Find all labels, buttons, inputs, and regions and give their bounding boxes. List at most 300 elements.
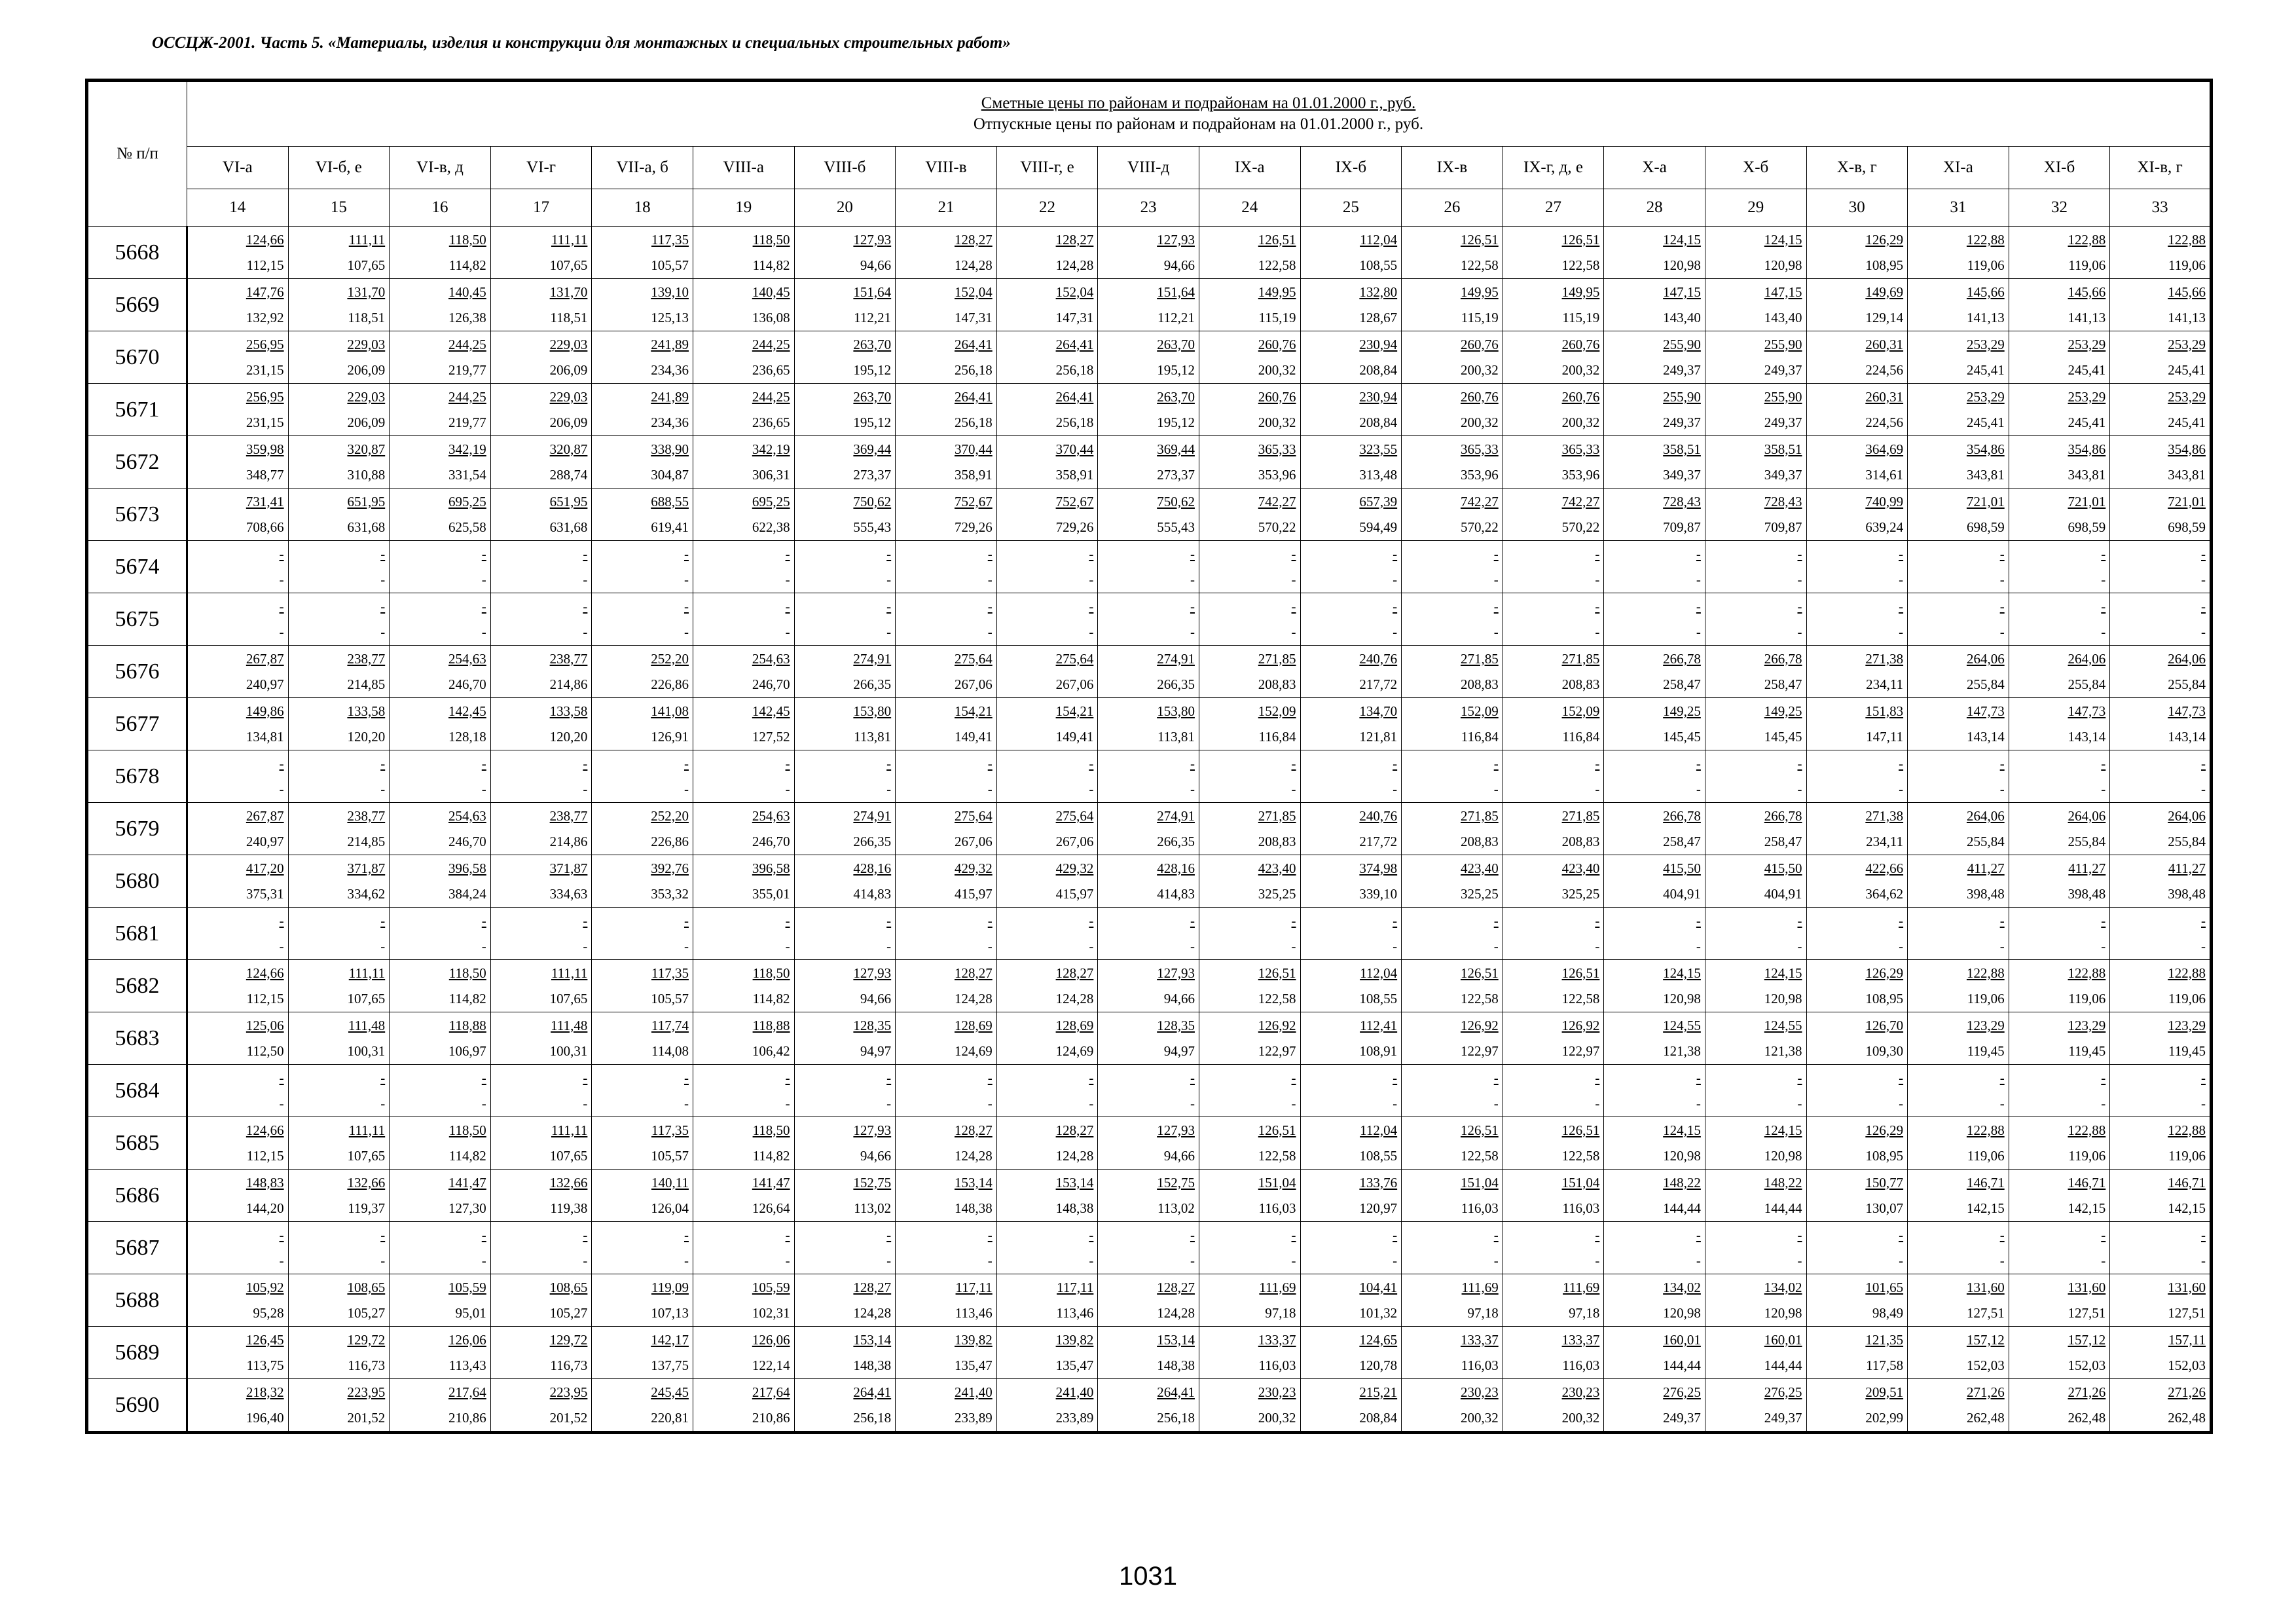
release-price: - <box>279 1095 284 1111</box>
estimated-price: 122,88 <box>2068 231 2106 248</box>
price-cell <box>1402 384 1503 436</box>
price-cell <box>896 1012 997 1065</box>
estimated-price: 240,76 <box>1359 807 1398 824</box>
table-row <box>87 1327 2212 1379</box>
price-cell <box>1604 1327 1705 1379</box>
column-number: 16 <box>390 189 491 227</box>
release-price: 240,97 <box>246 833 284 849</box>
price-cell <box>1604 908 1705 960</box>
release-price: 210,86 <box>752 1409 790 1426</box>
release-price: 113,75 <box>246 1357 284 1373</box>
price-cell <box>896 227 997 279</box>
price-cell <box>592 489 693 541</box>
estimated-price: 253,29 <box>1966 336 2005 352</box>
estimated-price: - <box>2201 598 2206 614</box>
estimated-price: 153,14 <box>955 1174 993 1190</box>
price-cell <box>490 1327 592 1379</box>
price-cell <box>794 1012 896 1065</box>
estimated-price: - <box>481 1069 486 1086</box>
estimated-price: - <box>380 598 386 614</box>
release-price: 127,52 <box>752 728 790 745</box>
estimated-price: 396,58 <box>448 860 486 876</box>
row-number: 5684 <box>87 1065 187 1117</box>
estimated-price: 146,71 <box>2068 1174 2106 1190</box>
release-price: 109,30 <box>1865 1043 1904 1059</box>
release-price: 245,41 <box>2068 361 2106 378</box>
release-price: 108,95 <box>1865 990 1904 1006</box>
release-price: - <box>2201 571 2206 587</box>
price-cell <box>288 489 390 541</box>
price-cell <box>693 1274 794 1327</box>
estimated-price: - <box>785 545 790 562</box>
release-price: 119,45 <box>2068 1043 2106 1059</box>
release-price: 135,47 <box>1055 1357 1094 1373</box>
release-price: 214,85 <box>347 676 386 692</box>
release-price: 404,91 <box>1764 885 1802 902</box>
price-cell <box>1705 1012 1806 1065</box>
estimated-price: 128,35 <box>853 1017 892 1033</box>
price-cell <box>2110 331 2212 384</box>
release-price: 594,49 <box>1359 519 1398 535</box>
release-price: 219,77 <box>448 361 486 378</box>
price-cell <box>288 1222 390 1274</box>
release-price: 631,68 <box>549 519 588 535</box>
estimated-price: - <box>2201 912 2206 929</box>
price-cell <box>288 855 390 908</box>
price-cell <box>1503 1170 1604 1222</box>
price-cell <box>187 750 289 803</box>
price-cell <box>2110 646 2212 698</box>
price-cell <box>794 227 896 279</box>
price-cell <box>1402 750 1503 803</box>
price-cell <box>1402 541 1503 593</box>
release-price: 119,06 <box>2168 990 2206 1006</box>
release-price: 132,92 <box>246 309 284 325</box>
estimated-price: 728,43 <box>1663 493 1701 509</box>
release-price: - <box>2101 571 2106 587</box>
release-price: - <box>2101 781 2106 797</box>
region-header: VIII-а <box>693 147 794 189</box>
release-price: 224,56 <box>1865 414 1904 430</box>
release-price: 202,99 <box>1865 1409 1904 1426</box>
release-price: 200,32 <box>1460 1409 1499 1426</box>
release-price: - <box>1291 1252 1296 1268</box>
column-number: 17 <box>490 189 592 227</box>
price-cell <box>390 279 491 331</box>
estimated-price: 112,41 <box>1360 1017 1398 1033</box>
estimated-price: 358,51 <box>1663 441 1701 457</box>
row-number: 5678 <box>87 750 187 803</box>
price-cell <box>1402 960 1503 1012</box>
release-price: 119,06 <box>2168 257 2206 273</box>
price-cell <box>490 279 592 331</box>
caption-release-prices: Отпускные цены по районам и подрайонам на 01.01.2000 г., руб. <box>973 115 1424 133</box>
price-cell <box>693 384 794 436</box>
release-price: 234,36 <box>651 414 689 430</box>
estimated-price: 264,41 <box>1055 388 1094 405</box>
price-cell <box>1300 279 1402 331</box>
release-price: 114,08 <box>651 1043 689 1059</box>
release-price: - <box>1595 623 1600 640</box>
estimated-price: - <box>886 1227 892 1243</box>
release-price: 124,28 <box>955 990 993 1006</box>
estimated-price: 151,04 <box>1561 1174 1600 1190</box>
release-price: - <box>785 1095 790 1111</box>
release-price: 148,38 <box>955 1200 993 1216</box>
price-cell <box>2009 279 2110 331</box>
estimated-price: 342,19 <box>448 441 486 457</box>
release-price: 120,98 <box>1764 257 1802 273</box>
estimated-price: 230,94 <box>1359 388 1398 405</box>
estimated-price: 354,86 <box>2068 441 2106 457</box>
release-price: - <box>1797 623 1802 640</box>
release-price: 258,47 <box>1764 676 1802 692</box>
price-cell <box>187 1222 289 1274</box>
release-price: 102,31 <box>752 1304 790 1321</box>
estimated-price: 128,69 <box>955 1017 993 1033</box>
release-price: 119,06 <box>2068 990 2106 1006</box>
price-cell <box>896 803 997 855</box>
release-price: 124,28 <box>853 1304 892 1321</box>
row-number: 5679 <box>87 803 187 855</box>
release-price: 398,48 <box>2068 885 2106 902</box>
estimated-price: 152,04 <box>1055 284 1094 300</box>
release-price: 143,14 <box>1966 728 2005 745</box>
region-header: IX-а <box>1199 147 1300 189</box>
price-cell <box>2110 1222 2212 1274</box>
release-price: 100,31 <box>549 1043 588 1059</box>
release-price: 119,06 <box>1967 257 2005 273</box>
price-cell <box>1300 1327 1402 1379</box>
release-price: 200,32 <box>1258 361 1296 378</box>
estimated-price: 104,41 <box>1359 1279 1398 1295</box>
price-cell <box>1199 384 1300 436</box>
estimated-price: - <box>987 755 993 771</box>
estimated-price: 365,33 <box>1460 441 1499 457</box>
price-cell <box>2110 1012 2212 1065</box>
estimated-price: - <box>886 912 892 929</box>
estimated-price: 254,63 <box>752 807 790 824</box>
price-cell <box>1503 279 1604 331</box>
price-cell <box>1503 593 1604 646</box>
price-cell <box>996 1012 1098 1065</box>
estimated-price: 238,77 <box>549 650 588 667</box>
release-price: 339,10 <box>1359 885 1398 902</box>
price-cell <box>592 593 693 646</box>
price-cell <box>187 1327 289 1379</box>
release-price: 122,58 <box>1460 257 1499 273</box>
release-price: 709,87 <box>1663 519 1701 535</box>
release-price: 639,24 <box>1865 519 1904 535</box>
release-price: 119,45 <box>1967 1043 2005 1059</box>
price-cell <box>1705 908 1806 960</box>
price-cell <box>2009 1222 2110 1274</box>
estimated-price: - <box>1089 912 1094 929</box>
price-cell <box>1098 1274 1199 1327</box>
estimated-price: 275,64 <box>955 807 993 824</box>
price-cell <box>1908 1379 2009 1433</box>
price-cell <box>2009 750 2110 803</box>
price-cell <box>1908 384 2009 436</box>
estimated-price: - <box>1493 1069 1499 1086</box>
price-cell <box>187 1274 289 1327</box>
estimated-price: 209,51 <box>1865 1384 1904 1400</box>
release-price: 414,83 <box>1157 885 1195 902</box>
estimated-price: 264,41 <box>1055 336 1094 352</box>
release-price: 113,46 <box>1056 1304 1094 1321</box>
price-cell <box>896 1065 997 1117</box>
release-price: - <box>380 1095 386 1111</box>
price-cell <box>490 908 592 960</box>
estimated-price: - <box>583 1227 588 1243</box>
release-price: 122,58 <box>1561 990 1600 1006</box>
release-price: 729,26 <box>955 519 993 535</box>
price-cell <box>2110 436 2212 489</box>
estimated-price: 260,76 <box>1258 336 1296 352</box>
price-cell <box>1705 1117 1806 1170</box>
price-cell <box>1604 1274 1705 1327</box>
release-price: 152,03 <box>2168 1357 2206 1373</box>
release-price: - <box>1595 938 1600 954</box>
estimated-price: - <box>279 1227 284 1243</box>
price-cell <box>390 227 491 279</box>
row-number: 5668 <box>87 227 187 279</box>
price-cell <box>794 541 896 593</box>
release-price: 375,31 <box>246 885 284 902</box>
release-price: 116,73 <box>348 1357 386 1373</box>
estimated-price: - <box>1493 545 1499 562</box>
price-cell <box>2110 1170 2212 1222</box>
region-header: XI-б <box>2009 147 2110 189</box>
estimated-price: - <box>785 912 790 929</box>
price-cell <box>996 227 1098 279</box>
estimated-price: 721,01 <box>2068 493 2106 509</box>
price-cell <box>1503 1065 1604 1117</box>
price-cell <box>996 1117 1098 1170</box>
price-cell <box>794 1117 896 1170</box>
price-cell <box>1098 384 1199 436</box>
estimated-price: 149,95 <box>1258 284 1296 300</box>
price-cell <box>1806 646 1908 698</box>
price-cell <box>996 646 1098 698</box>
estimated-price: 126,06 <box>752 1331 790 1348</box>
estimated-price: - <box>1899 545 1904 562</box>
table-row <box>87 1222 2212 1274</box>
price-cell <box>187 646 289 698</box>
release-price: 105,57 <box>651 990 689 1006</box>
estimated-price: 241,89 <box>651 388 689 405</box>
price-cell <box>1503 436 1604 489</box>
estimated-price: - <box>1089 755 1094 771</box>
price-cell <box>1908 750 2009 803</box>
release-price: 224,56 <box>1865 361 1904 378</box>
estimated-price: 134,02 <box>1663 1279 1701 1295</box>
price-cell <box>1705 803 1806 855</box>
estimated-price: - <box>683 1227 689 1243</box>
estimated-price: 149,86 <box>246 703 284 719</box>
release-price: 570,22 <box>1460 519 1499 535</box>
release-price: 255,84 <box>2168 676 2206 692</box>
release-price: 119,06 <box>1967 1147 2005 1164</box>
estimated-price: 129,72 <box>549 1331 588 1348</box>
price-cell <box>390 750 491 803</box>
estimated-price: - <box>1999 598 2005 614</box>
table-row <box>87 646 2212 698</box>
row-number: 5681 <box>87 908 187 960</box>
release-price: - <box>886 1095 892 1111</box>
estimated-price: - <box>1190 545 1195 562</box>
estimated-price: 118,50 <box>752 965 790 981</box>
price-cell <box>592 1065 693 1117</box>
price-cell <box>1503 1274 1604 1327</box>
estimated-price: - <box>1899 598 1904 614</box>
estimated-price: 133,37 <box>1561 1331 1600 1348</box>
price-cell <box>187 855 289 908</box>
estimated-price: 112,04 <box>1360 965 1398 981</box>
estimated-price: 151,04 <box>1258 1174 1296 1190</box>
release-price: 130,07 <box>1865 1200 1904 1216</box>
estimated-price: 128,27 <box>955 965 993 981</box>
release-price: 214,86 <box>549 833 588 849</box>
release-price: - <box>2101 938 2106 954</box>
release-price: 267,06 <box>1055 676 1094 692</box>
release-price: 144,20 <box>246 1200 284 1216</box>
estimated-price: 145,66 <box>2068 284 2106 300</box>
release-price: - <box>583 1095 588 1111</box>
estimated-price: 728,43 <box>1764 493 1802 509</box>
release-price: 121,38 <box>1663 1043 1701 1059</box>
column-number: 27 <box>1503 189 1604 227</box>
estimated-price: 154,21 <box>1055 703 1094 719</box>
estimated-price: 274,91 <box>853 650 892 667</box>
estimated-price: - <box>1595 1227 1600 1243</box>
price-cell <box>390 593 491 646</box>
estimated-price: 118,88 <box>752 1017 790 1033</box>
estimated-price: 411,27 <box>2168 860 2206 876</box>
release-price: - <box>1899 1095 1904 1111</box>
price-cell <box>1705 646 1806 698</box>
table-row <box>87 489 2212 541</box>
estimated-price: 128,27 <box>1055 231 1094 248</box>
release-price: 107,13 <box>651 1304 689 1321</box>
estimated-price: 392,76 <box>651 860 689 876</box>
estimated-price: - <box>1696 755 1701 771</box>
price-cell <box>1604 436 1705 489</box>
table-row <box>87 436 2212 489</box>
price-cell <box>490 1379 592 1433</box>
estimated-price: 263,70 <box>853 336 892 352</box>
estimated-price: - <box>987 1069 993 1086</box>
price-cell <box>390 855 491 908</box>
release-price: - <box>1797 781 1802 797</box>
release-price: 121,81 <box>1359 728 1398 745</box>
estimated-price: 131,60 <box>2168 1279 2206 1295</box>
release-price: 206,09 <box>347 361 386 378</box>
price-cell <box>592 698 693 750</box>
price-cell <box>1300 1379 1402 1433</box>
estimated-price: 255,90 <box>1663 336 1701 352</box>
price-cell <box>693 1012 794 1065</box>
estimated-price: 365,33 <box>1561 441 1600 457</box>
release-price: 249,37 <box>1764 361 1802 378</box>
price-cell <box>2110 541 2212 593</box>
estimated-price: 126,70 <box>1865 1017 1904 1033</box>
estimated-price: 263,70 <box>1157 336 1195 352</box>
price-cell <box>1402 646 1503 698</box>
estimated-price: 271,85 <box>1460 650 1499 667</box>
estimated-price: 147,15 <box>1764 284 1802 300</box>
release-price: 125,13 <box>651 309 689 325</box>
price-cell <box>1705 227 1806 279</box>
price-cell <box>896 646 997 698</box>
estimated-price: 428,16 <box>853 860 892 876</box>
estimated-price: 132,66 <box>549 1174 588 1190</box>
estimated-price: 119,09 <box>651 1279 689 1295</box>
estimated-price: 108,65 <box>549 1279 588 1295</box>
release-price: - <box>987 1095 993 1111</box>
release-price: - <box>2101 1252 2106 1268</box>
price-cell <box>1300 750 1402 803</box>
release-price: 120,20 <box>347 728 386 745</box>
estimated-price: 271,85 <box>1561 807 1600 824</box>
release-price: - <box>987 571 993 587</box>
estimated-price: 108,65 <box>347 1279 386 1295</box>
release-price: 118,51 <box>550 309 588 325</box>
estimated-price: - <box>1595 598 1600 614</box>
price-cell <box>592 1327 693 1379</box>
price-cell <box>693 960 794 1012</box>
estimated-price: - <box>2101 755 2106 771</box>
price-cell <box>2009 1379 2110 1433</box>
estimated-price: 139,82 <box>955 1331 993 1348</box>
price-cell <box>2110 489 2212 541</box>
release-price: 122,58 <box>1460 1147 1499 1164</box>
estimated-price: 142,17 <box>651 1331 689 1348</box>
release-price: 415,97 <box>955 885 993 902</box>
column-number: 19 <box>693 189 794 227</box>
estimated-price: 374,98 <box>1359 860 1398 876</box>
price-cell <box>490 646 592 698</box>
row-number: 5672 <box>87 436 187 489</box>
release-price: 353,96 <box>1258 466 1296 483</box>
release-price: 398,48 <box>1966 885 2005 902</box>
release-price: - <box>2101 623 2106 640</box>
price-cell <box>794 1379 896 1433</box>
price-cell <box>2110 908 2212 960</box>
price-cell <box>1098 908 1199 960</box>
price-cell <box>1806 227 1908 279</box>
release-price: 201,52 <box>549 1409 588 1426</box>
release-price: 415,97 <box>1055 885 1094 902</box>
price-cell <box>490 960 592 1012</box>
release-price: - <box>1797 1252 1802 1268</box>
price-cell <box>896 331 997 384</box>
price-cell <box>592 1274 693 1327</box>
price-cell <box>1503 541 1604 593</box>
column-number: 14 <box>187 189 289 227</box>
price-cell <box>1806 960 1908 1012</box>
price-cell <box>1300 489 1402 541</box>
estimated-price: 244,25 <box>448 336 486 352</box>
release-price: - <box>2201 623 2206 640</box>
release-price: 141,13 <box>1966 309 2005 325</box>
release-price: 114,82 <box>448 257 486 273</box>
release-price: - <box>481 781 486 797</box>
release-price: - <box>683 1252 689 1268</box>
price-cell <box>1098 646 1199 698</box>
estimated-price: 255,90 <box>1764 336 1802 352</box>
price-cell <box>187 1379 289 1433</box>
